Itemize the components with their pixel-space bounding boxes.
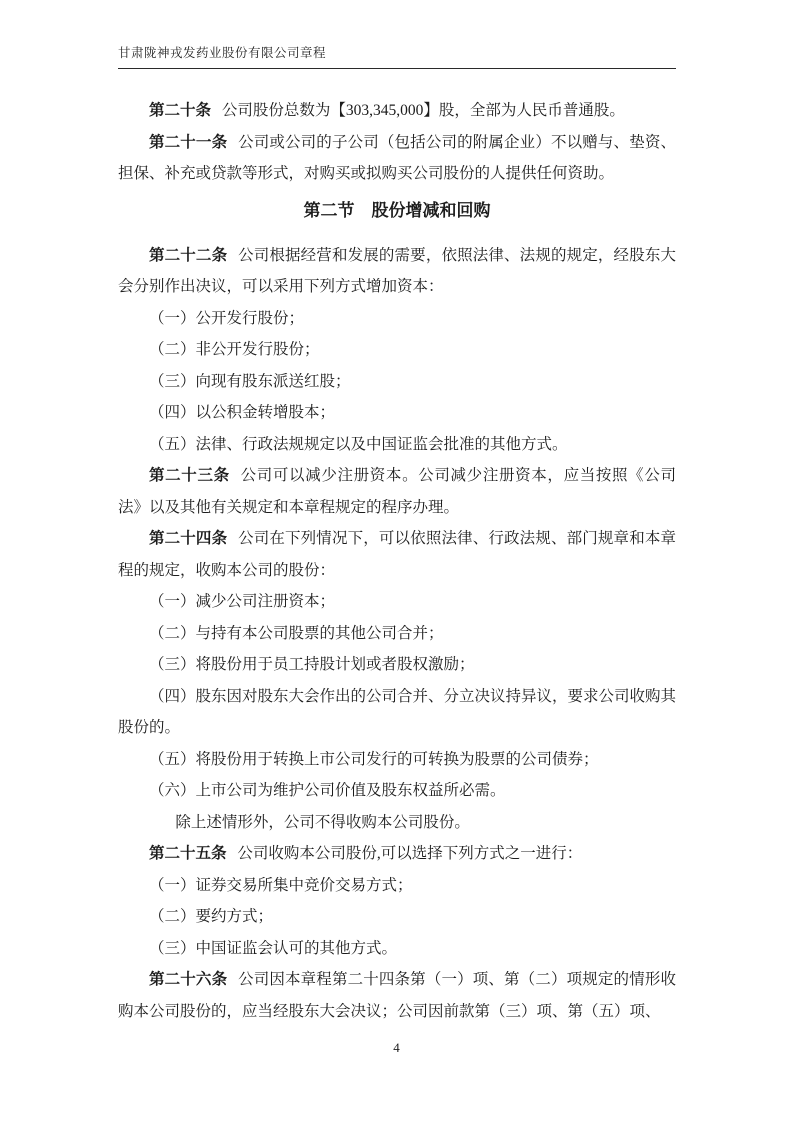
page-header <box>118 46 676 69</box>
section-heading: 第二节 股份增减和回购 <box>303 200 491 220</box>
list-item: （一）公开发行股份； <box>149 309 305 327</box>
article-paragraph <box>118 964 676 1027</box>
list-item: （二）要约方式； <box>149 908 274 925</box>
article-number: 第二十一条 <box>149 133 228 151</box>
article-text: 公司或公司的子公司（包括公司的附属企业）不以赠与、垫资、担保、补充或贷款等形式，对购买或拟购买公司股份的人提供任何资助。 <box>118 133 676 182</box>
article-text: 公司股份总数为【303,345,000】股，全部为人民币普通股。 <box>221 102 625 119</box>
article-paragraph <box>118 95 676 127</box>
article-paragraph <box>118 240 676 303</box>
sub-paragraph: 除上述情形外，公司不得收购本公司股份。 <box>175 813 470 831</box>
list-item: （四）以公积金转增股本； <box>149 404 336 421</box>
article-text: 公司收购本公司股份,可以选择下列方式之一进行： <box>237 845 583 862</box>
article-text: 公司因本章程第二十四条第（一）项、第（二）项规定的情形收购本公司股份的，应当经股东大会决议；公司因前款第（三）项、第（五）项、 <box>118 971 676 1020</box>
list-item: （三）将股份用于员工持股计划或者股权激励； <box>149 656 475 673</box>
article-paragraph <box>118 460 676 523</box>
article-text: 公司可以减少注册资本。公司减少注册资本，应当按照《公司法》以及其他有关规定和本章程规定的程序办理。 <box>118 467 676 516</box>
list-item: （二）非公开发行股份； <box>149 341 320 358</box>
list-item: （四）股东因对股东大会作出的公司合并、分立决议持异议，要求公司收购其股份的。 <box>118 687 677 736</box>
list-item: （二）与持有本公司股票的其他公司合并； <box>149 624 444 642</box>
article-text: 公司在下列情况下，可以依照法律、行政法规、部门规章和本章程的规定，收购本公司的股份： <box>118 530 676 579</box>
article-number: 第二十五条 <box>149 845 227 862</box>
list-item: （五）法律、行政法规规定以及中国证监会批准的其他方式。 <box>149 435 568 453</box>
list-item: （三）向现有股东派送红股； <box>149 372 351 390</box>
article-paragraph <box>118 127 676 190</box>
article-number: 第二十六条 <box>149 971 228 988</box>
header-title: 甘肃陇神戎发药业股份有限公司章程 <box>118 46 327 60</box>
list-item: （一）证券交易所集中竞价交易方式； <box>149 876 413 894</box>
page-footer <box>0 1038 793 1058</box>
header-rule <box>118 68 676 69</box>
article-text: 公司根据经营和发展的需要，依照法律、法规的规定，经股东大会分别作出决议，可以采用下列方式增加资本： <box>118 246 676 295</box>
page-number: 4 <box>393 1040 400 1055</box>
list-item: （三）中国证监会认可的其他方式。 <box>149 939 398 957</box>
list-item: （五）将股份用于转换上市公司发行的可转换为股票的公司债券； <box>149 750 599 768</box>
article-number: 第二十四条 <box>149 530 228 547</box>
list-item: （一）减少公司注册资本； <box>149 593 336 610</box>
article-number: 第二十条 <box>149 102 212 119</box>
article-number: 第二十二条 <box>149 246 228 264</box>
document-body <box>118 95 676 1027</box>
article-number: 第二十三条 <box>149 467 230 484</box>
article-paragraph <box>118 523 676 586</box>
list-item: （六）上市公司为维护公司价值及股东权益所必需。 <box>149 782 506 799</box>
article-paragraph <box>118 838 676 870</box>
